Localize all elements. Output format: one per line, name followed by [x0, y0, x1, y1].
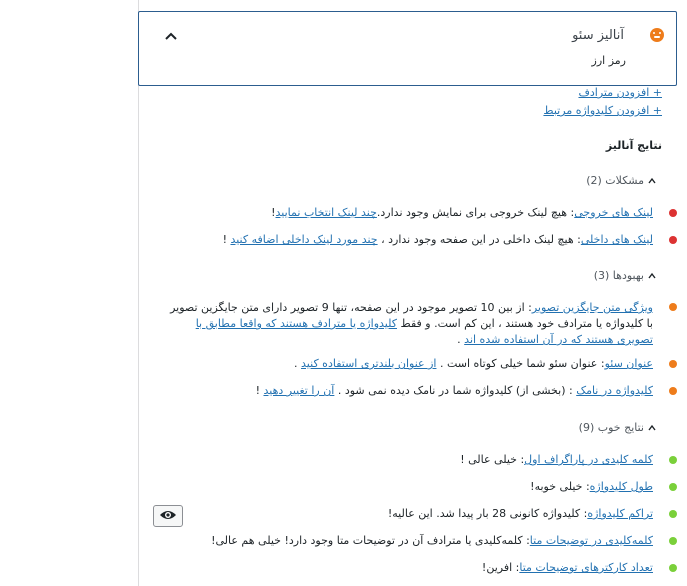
list-item: طول کلیدواژه: خیلی خوبه!: [165, 480, 653, 494]
problems-heading: مشکلات (2): [586, 174, 644, 187]
orange-status-dot: [669, 360, 677, 368]
green-status-dot: [669, 564, 677, 572]
eye-icon: [159, 509, 177, 521]
list-item: تعداد کارکترهای توضیحات متا: افرین!: [165, 561, 653, 575]
select-links-link[interactable]: چند لینک انتخاب نمایید: [275, 206, 377, 219]
list-item: ویژگی متن جایگزین تصویر: از بین 10 تصویر موجود در این صفحه، تنها 9 تصویر دارای متن جایگزین تصویر با کلیدواژه یا مترادف خود هستند ، این کم است. و فقط کلیدواژه یا مترادف هستند که واقعا مطابق با تصویری هستند که در آن استفاده شده اند .: [165, 300, 653, 348]
keyword-first-paragraph-link[interactable]: کلمه کلیدی در پاراگراف اول: [524, 453, 653, 466]
orange-status-dot: [669, 303, 677, 311]
caret-up-icon: [647, 423, 657, 433]
chevron-up-icon[interactable]: [164, 29, 178, 43]
change-slug-link[interactable]: آن را تغییر دهید: [263, 384, 335, 397]
green-status-dot: [669, 456, 677, 464]
caret-up-icon: [647, 271, 657, 281]
list-item: کلمه کلیدی در پاراگراف اول: خیلی عالی !: [165, 453, 653, 467]
image-alt-keyword-link[interactable]: کلیدواژه یا مترادف هستند که واقعا مطابق با تصویری هستند که در آن استفاده شده اند: [195, 317, 653, 346]
list-item: لینک های داخلی: هیچ لینک داخلی در این صفحه وجود ندارد ، چند مورد لینک داخلی اضافه کنید !: [165, 233, 653, 247]
internal-links-link[interactable]: لینک های داخلی: [580, 233, 653, 246]
problems-group-toggle[interactable]: [586, 174, 657, 187]
good-results-group-toggle[interactable]: [579, 421, 657, 434]
list-item: عنوان سئو: عنوان سئو شما خیلی کوتاه است . از عنوان بلندتری استفاده کنید .: [165, 357, 653, 371]
keyword-length-link[interactable]: طول کلیدواژه: [589, 480, 653, 493]
meta-description-length-link[interactable]: تعداد کارکترهای توضیحات متا: [519, 561, 653, 574]
focus-keyword: رمز ارز: [591, 54, 626, 67]
keyword-density-link[interactable]: تراکم کلیدواژه: [587, 507, 653, 520]
keyword-meta-description-link[interactable]: کلمه‌کلیدی در توضیحات متا: [529, 534, 653, 547]
list-item: لینک های خروجی: هیچ لینک خروجی برای نمایش وجود ندارد.چند لینک انتخاب نمایید!: [165, 206, 653, 220]
green-status-dot: [669, 510, 677, 518]
sad-face-icon: [650, 28, 664, 42]
good-results-heading: نتایج خوب (9): [578, 421, 644, 434]
use-longer-title-link[interactable]: از عنوان بلندتری استفاده کنید: [301, 357, 437, 370]
green-status-dot: [669, 537, 677, 545]
green-status-dot: [669, 483, 677, 491]
improvements-heading: بهبودها (3): [593, 269, 644, 282]
orange-status-dot: [669, 387, 677, 395]
outbound-links-link[interactable]: لینک های خروجی: [574, 206, 653, 219]
caret-up-icon: [647, 176, 657, 186]
panel-title: آنالیز سئو: [572, 28, 624, 43]
seo-title-link[interactable]: عنوان سئو: [604, 357, 653, 370]
add-internal-links-link[interactable]: چند مورد لینک داخلی اضافه کنید: [230, 233, 378, 246]
add-synonym-link[interactable]: + افزودن مترادف: [578, 86, 662, 99]
analysis-results-title: نتایج آنالیز: [605, 139, 662, 152]
seo-analysis-panel-header[interactable]: [138, 11, 677, 86]
red-status-dot: [669, 236, 677, 244]
image-alt-text-link[interactable]: ویژگی متن جایگزین تصویر: [531, 301, 653, 314]
improvements-group-toggle[interactable]: [594, 269, 657, 282]
list-item: کلیدواژه در نامک : (بخشی از) کلیدواژه شما در نامک دیده نمی شود . آن را تغییر دهید !: [165, 384, 653, 398]
eye-toggle-button[interactable]: [153, 505, 183, 527]
list-item: تراکم کلیدواژه: کلیدواژه کانونی 28 بار پیدا شد. این عالیه!: [165, 507, 653, 521]
red-status-dot: [669, 209, 677, 217]
keyword-in-slug-link[interactable]: کلیدواژه در نامک: [576, 384, 653, 397]
add-related-keyword-link[interactable]: + افزودن کلیدواژه مرتبط: [543, 104, 662, 117]
list-item: کلمه‌کلیدی در توضیحات متا: کلمه‌کلیدی یا مترادف آن در توضیحات متا وجود دارد! خیلی هم عالی!: [165, 534, 653, 548]
